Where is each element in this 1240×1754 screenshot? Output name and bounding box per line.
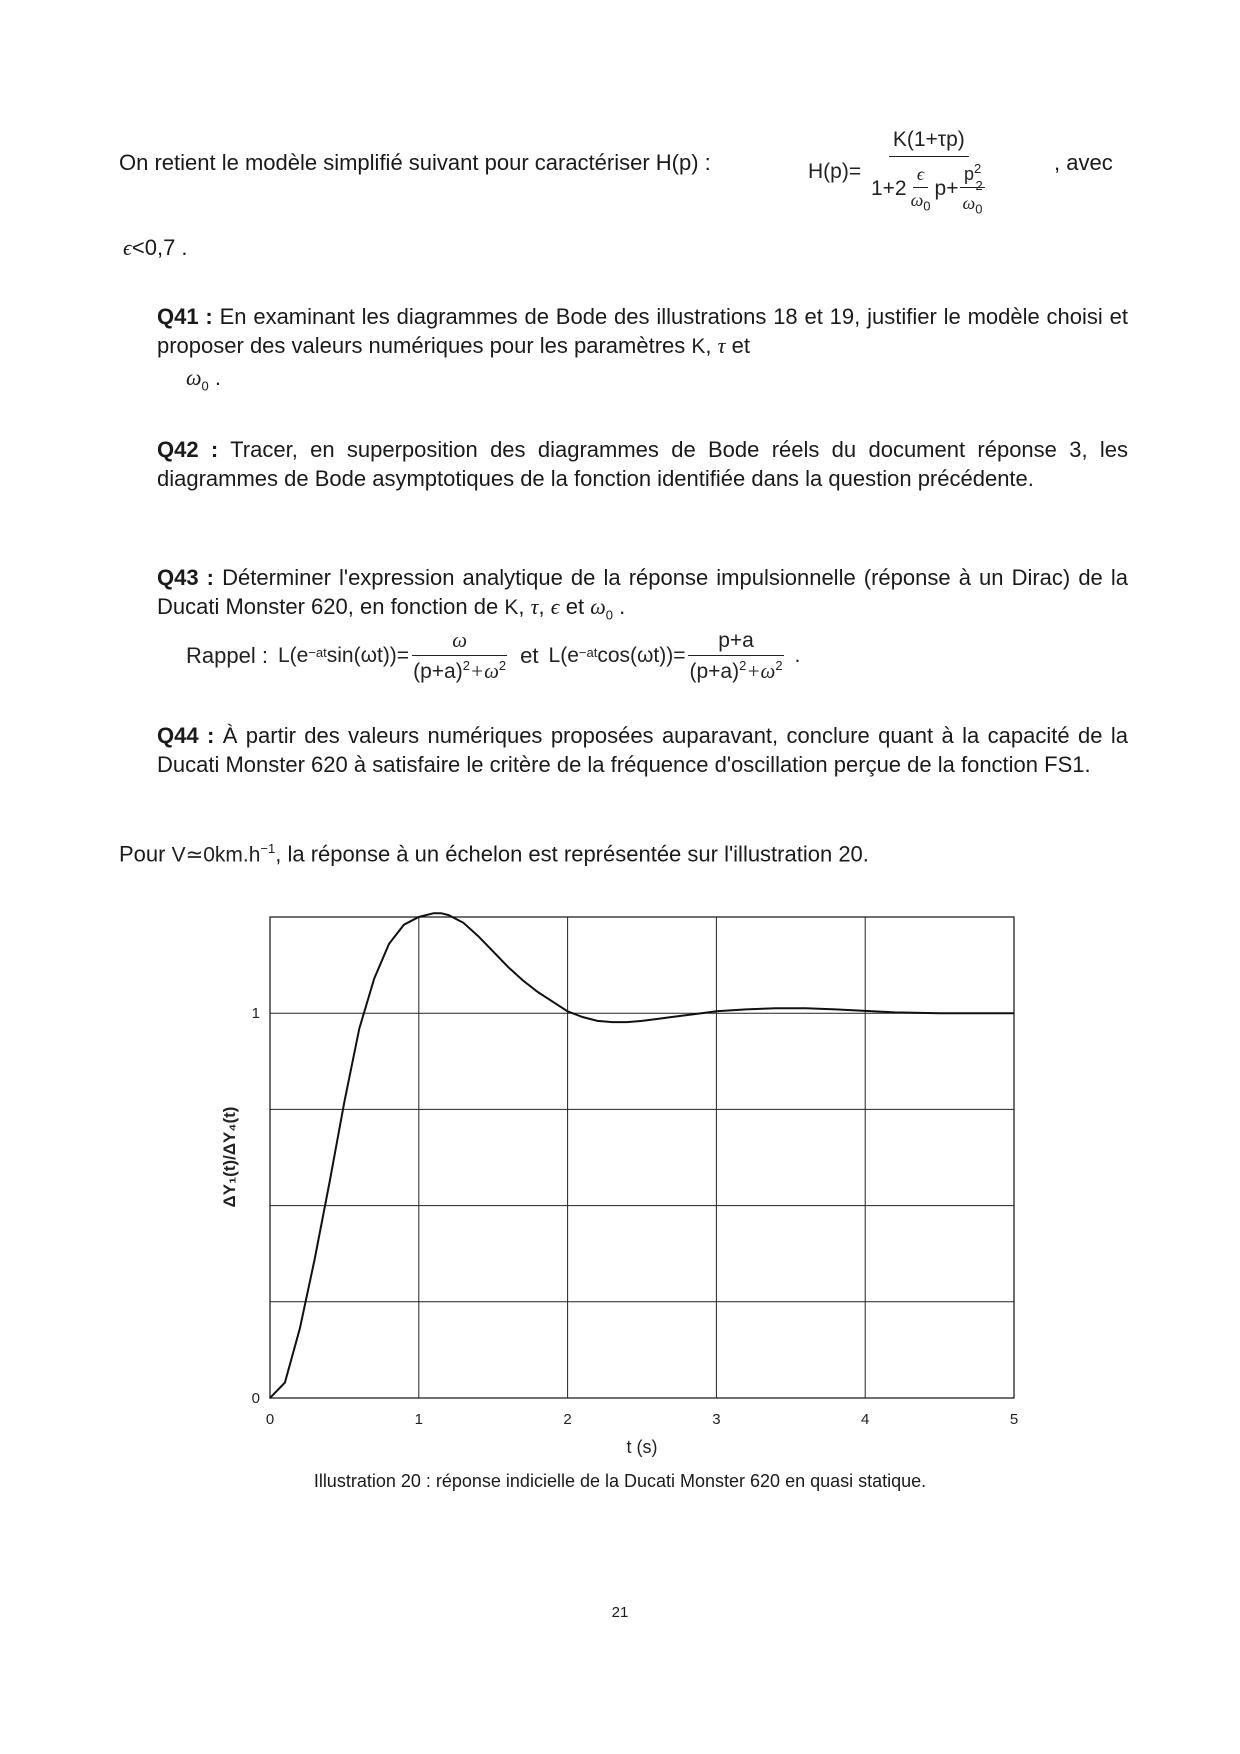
q43-w0: ω: [590, 594, 606, 619]
question-q42: [157, 435, 1128, 493]
q43-label: Q43 :: [157, 565, 214, 590]
x-tick-labels: [266, 1411, 1018, 1428]
den-constant: 1+2: [870, 176, 907, 200]
q43-et: et: [565, 594, 585, 619]
rappel-l1-fraction: [409, 628, 510, 684]
pour-word: Pour: [119, 841, 166, 867]
rappel-final-dot: .: [794, 644, 801, 667]
transfer-function-formula: [808, 128, 991, 217]
x-tick-label: 5: [1009, 1411, 1019, 1428]
x-tick-label: 1: [414, 1411, 423, 1428]
rappel-l2-num: p+a: [688, 629, 784, 656]
rappel-l1-mid: sin(ωt))=: [326, 644, 410, 667]
rappel-l1-exp: −at: [308, 644, 327, 660]
rappel-l2-den-sq: 2: [739, 657, 747, 673]
figure-caption: Illustration 20 : réponse indicielle de la Ducati Monster 620 en quasi statique.: [313, 1471, 927, 1491]
y-tick-labels: [252, 1005, 260, 1407]
x-tick-label: 3: [712, 1411, 721, 1428]
x-tick-label: 0: [265, 1411, 275, 1428]
rappel-l2-mid: cos(ωt))=: [597, 644, 686, 667]
x-tick-label: 4: [861, 1411, 870, 1428]
q41-end: .: [214, 365, 222, 390]
q41-text: En examinant les diagrammes de Bode des illustrations 18 et 19, justifier le modèle choisi et proposer des valeurs numériques pour les paramètres: [157, 304, 1128, 358]
eps-over-w0: [907, 164, 935, 214]
q44-label: Q44 :: [157, 723, 215, 748]
pour-velocity-exp: −1: [260, 841, 276, 856]
x-tick-label: 2: [563, 1411, 572, 1428]
q41-w0: ω: [186, 365, 202, 390]
rappel-l1-pre: L(e: [277, 644, 309, 667]
rappel-formulas: [186, 628, 800, 684]
q41-label: Q41 :: [157, 304, 213, 329]
formula-numerator-text: K(1+τp): [892, 128, 965, 151]
q43-text: Déterminer l'expression analytique de la réponse impulsionnelle (réponse à un Dirac) de la Ducati Monster 620, en fonction de: [157, 565, 1128, 619]
q42-label: Q42 :: [157, 437, 219, 462]
rappel-label: Rappel :: [186, 643, 268, 668]
q41-w0-sub: 0: [201, 378, 209, 394]
rappel-l2-den-end: +ω: [746, 658, 776, 683]
rappel-l2-pre: L(e: [548, 644, 579, 667]
w0-subscript: 0: [923, 198, 931, 214]
pour-velocity: V≃0km.h: [171, 843, 261, 867]
question-q43: Q43 : Déterminer l'expression analytique de la réponse impulsionnelle (réponse à un Dirac) de la Ducati Monster 620, en fonction de K, τ, ϵ et $\omega_0$ .: [157, 565, 1128, 623]
rappel-l1-den-end-sq: 2: [498, 658, 507, 673]
step-response-chart: [215, 905, 1035, 1475]
question-q44: [157, 721, 1128, 779]
question-q41: Q41 : En examinant les diagrammes de Bode des illustrations 18 et 19, justifier le modèle choisi et proposer des valeurs numériques pour les paramètres K, τ et $\omega_0$ .: [157, 302, 1128, 400]
rappel-et: et: [520, 643, 539, 668]
page-number: 21: [611, 1604, 629, 1621]
eps-constraint-value: <0,7 .: [131, 235, 188, 260]
p-symbol: p: [963, 164, 974, 184]
q41-k: K: [691, 335, 706, 358]
rappel-l1-num: ω: [412, 628, 507, 656]
rappel-l1-den-end: +ω: [469, 659, 499, 683]
den-p-plus: p+: [934, 176, 959, 200]
formula-denominator: [867, 157, 991, 217]
q43-eps: ϵ: [550, 594, 560, 619]
y-tick-label: 0: [251, 1390, 260, 1407]
y-axis-label: ΔY₁(t)/ΔY₄(t): [220, 1106, 239, 1208]
y-tick-label: 1: [251, 1005, 260, 1023]
q41-continuation: [157, 363, 1128, 400]
pour-text: , la réponse à un échelon est représentée sur l'illustration 20.: [275, 841, 869, 867]
formula-numerator: [889, 128, 969, 157]
q43-end: .: [619, 594, 626, 619]
rappel-l1-den-sq: 2: [462, 658, 470, 673]
q41-et: et: [731, 333, 751, 358]
rappel-l1-den: (p+a): [413, 660, 463, 683]
q42-text: Tracer, en superposition des diagrammes de Bode réels du document réponse 3, les diagrammes de Bode asymptotiques de la fonction identifiée dans la question précédente.: [157, 437, 1128, 491]
intro-text: On retient le modèle simplifié suivant pour caractériser H(p) :: [119, 150, 711, 175]
w0-squared: 2: [975, 178, 983, 193]
pour-line: [119, 834, 869, 869]
rappel-l2-exp: −at: [578, 644, 598, 660]
x-axis-label: t (s): [626, 1437, 658, 1457]
formula-lhs: H(p)=: [808, 160, 862, 184]
q44-text: À partir des valeurs numériques proposées auparavant, conclure quant à la capacité de la Ducati Monster 620 à satisfaire le critère de la fréquence d'oscillation perçue de la fonction FS1.: [157, 723, 1129, 777]
epsilon-constraint: [123, 233, 188, 262]
q43-k: K: [504, 596, 519, 619]
formula-fraction: [867, 128, 991, 217]
w0-symbol: ω: [910, 190, 924, 210]
rappel-l2-den: (p+a): [689, 659, 740, 683]
rappel-l2-fraction: [685, 629, 786, 684]
eps-symbol: ϵ: [913, 164, 928, 188]
w0-subscript-2: 0: [975, 201, 983, 217]
eps-constraint-symbol: ϵ: [123, 235, 132, 260]
w0-symbol-2: ω: [962, 193, 976, 213]
q43-w0-sub: 0: [605, 607, 613, 623]
p-squared: 2: [973, 161, 982, 176]
rappel-l2-den-end-sq: 2: [775, 657, 783, 673]
plot-frame: [270, 917, 1014, 1398]
intro-after: , avec: [1054, 150, 1113, 175]
q41-tau: τ: [717, 333, 726, 358]
p2-over-w02: [958, 161, 986, 217]
q43-tau: τ: [530, 594, 539, 619]
